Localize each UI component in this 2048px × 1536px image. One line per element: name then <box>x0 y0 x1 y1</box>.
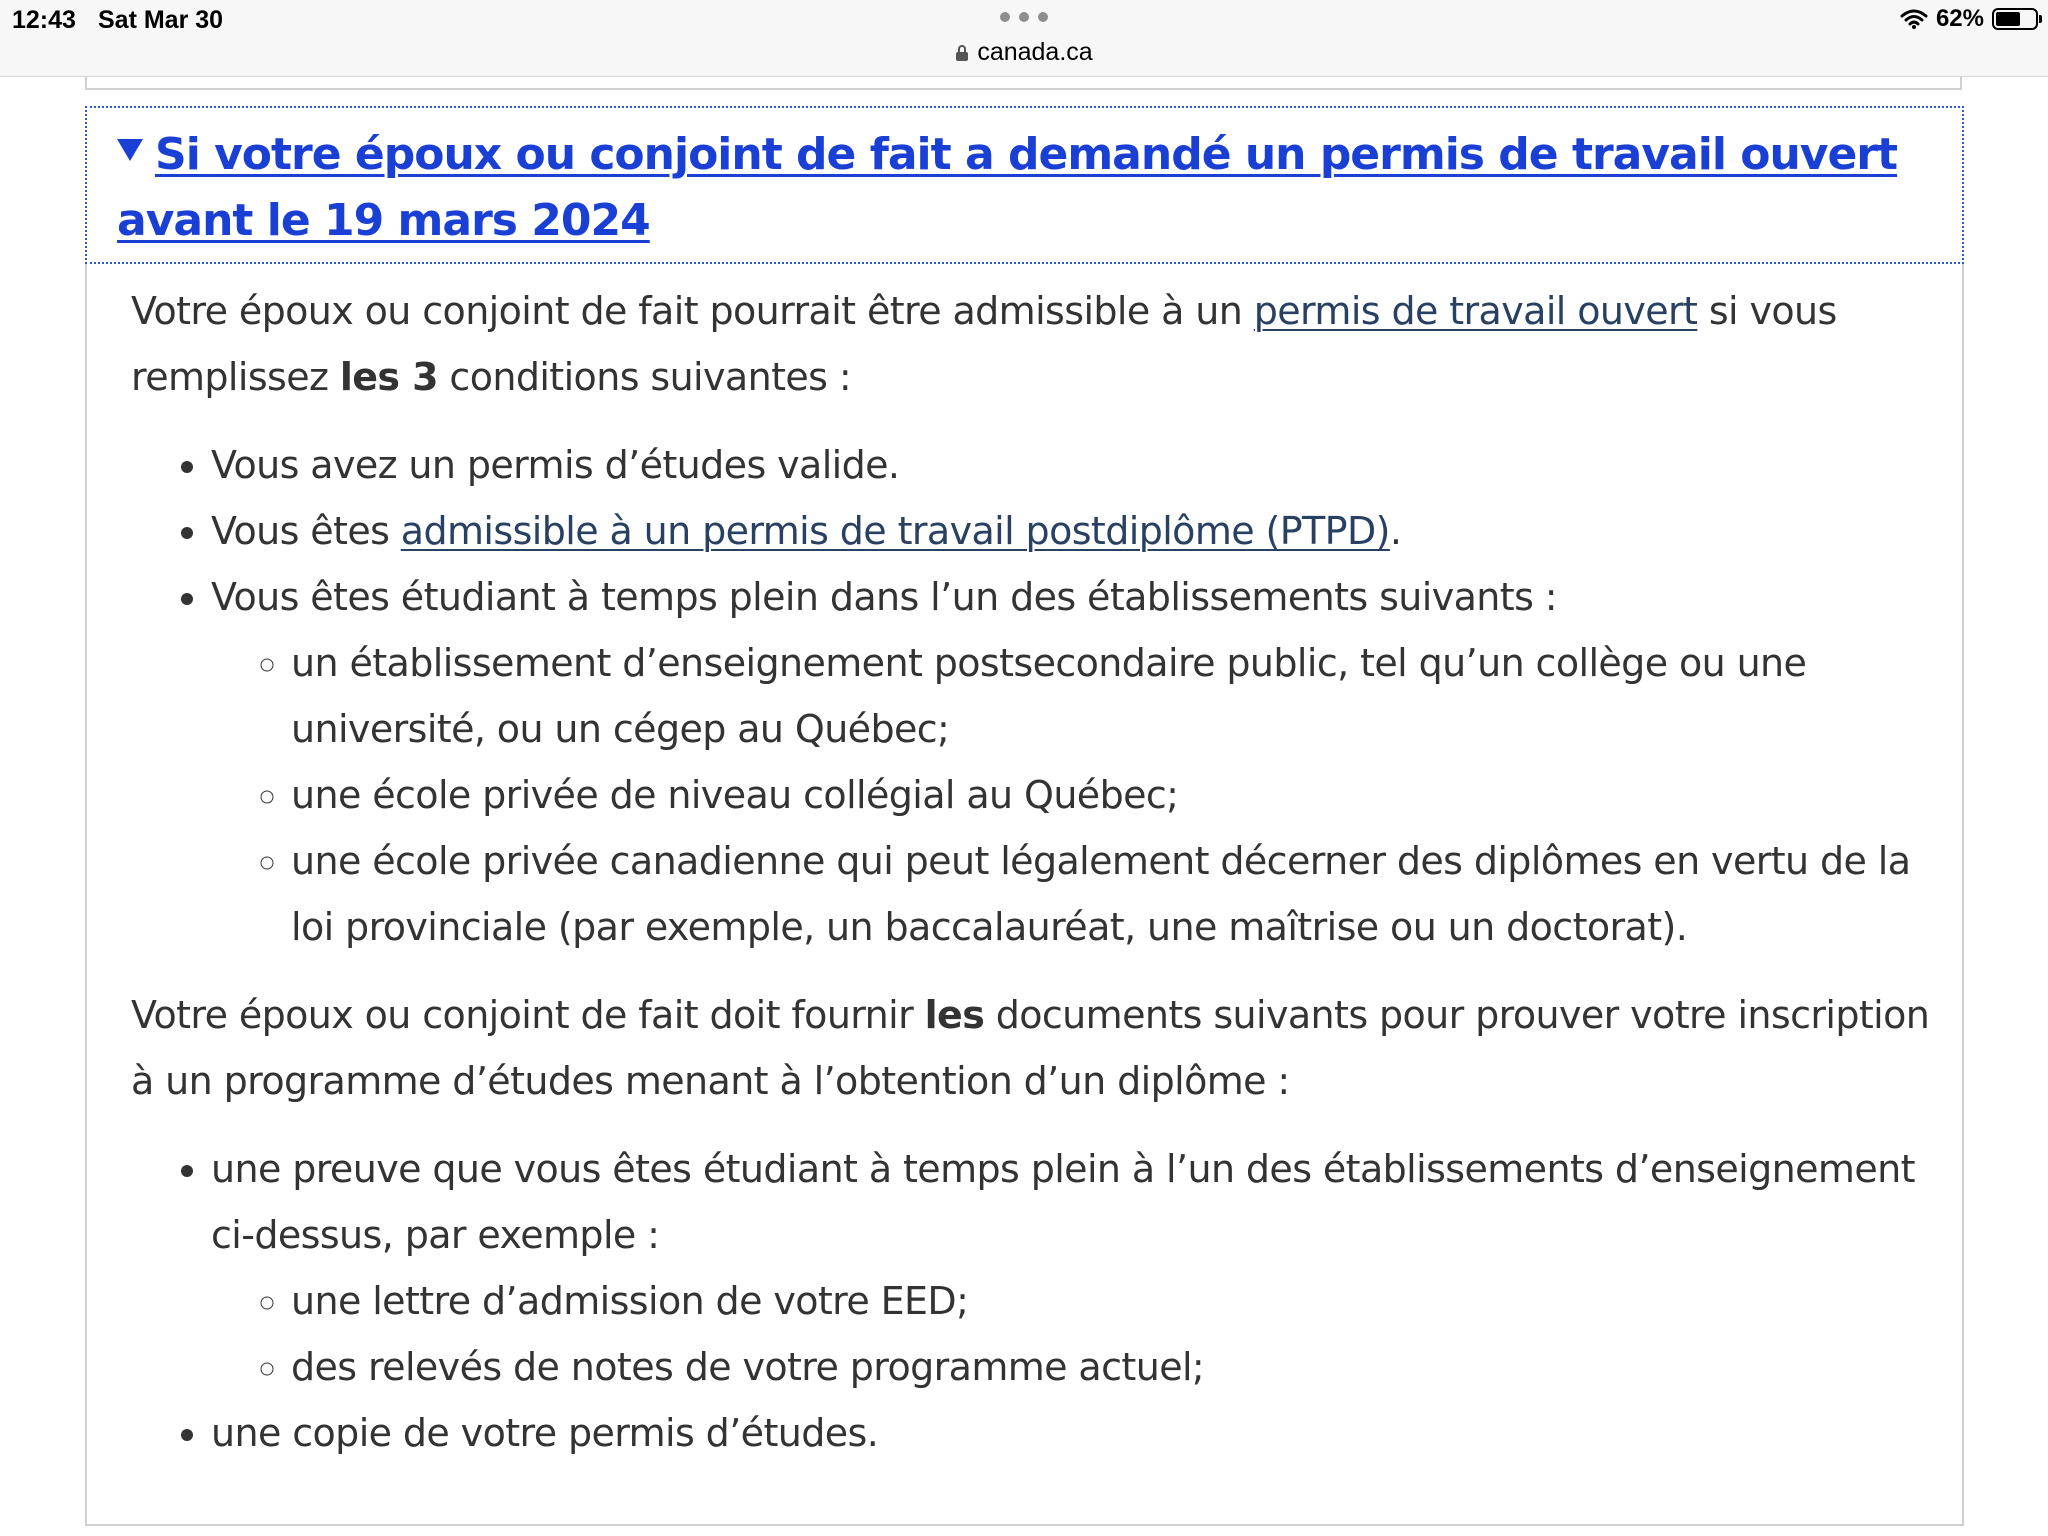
open-work-permit-link[interactable]: permis de travail ouvert <box>1253 289 1698 333</box>
battery-percent: 62% <box>1935 5 1984 32</box>
documents-list <box>131 1136 1941 1466</box>
details-content <box>131 278 1941 1488</box>
address-bar[interactable] <box>0 38 2048 67</box>
summary-heading[interactable] <box>117 122 1936 254</box>
list-item: ◦ une école privée canadienne qui peut légalement décerner des diplômes en vertu de la loi provinciale (par exemple, un baccalauréat, une maîtrise ou un doctorat). <box>291 828 1941 960</box>
url-text: canada.ca <box>977 38 1093 66</box>
documents-paragraph: Votre époux ou conjoint de fait doit fournir les documents suivants pour prouver votre inscription à un programme d’études menant à l’obtention d’un diplôme : <box>131 993 1930 1103</box>
list-item: • une copie de votre permis d’études. <box>211 1400 1941 1466</box>
status-indicators <box>1900 5 2038 33</box>
battery-icon <box>1992 8 2038 30</box>
summary-link[interactable]: Si votre époux ou conjoint de fait a demandé un permis de travail ouvert avant le 19 mars 2024 <box>117 129 1898 246</box>
status-date: Sat Mar 30 <box>98 6 224 34</box>
list-item: ◦ des relevés de notes de votre programme actuel; <box>291 1334 1941 1400</box>
intro-paragraph: Votre époux ou conjoint de fait pourrait être admissible à un permis de travail ouvert si vous remplissez les 3 conditions suivantes : <box>131 289 1837 399</box>
details-panel <box>85 106 1964 1526</box>
multitasking-dots-icon[interactable] <box>1000 10 1048 24</box>
status-bar <box>0 0 2048 77</box>
list-item: • Vous êtes étudiant à temps plein dans l’un des établissements suivants : ◦ un établissement d’enseignement postsecondaire public, tel qu’un collège ou une université, ou un cégep au Québec; ◦ une école privée de niveau collégial au Québec; ◦ une école privée canadienne qui peut légalement décerner des diplômes en vertu de la loi provinciale (par exemple, un baccalauréat, une maîtrise ou un doctorat). <box>211 564 1941 960</box>
institutions-sublist <box>211 630 1941 960</box>
status-time: 12:43 <box>12 6 76 34</box>
list-item: • Vous avez un permis d’études valide. <box>211 432 1941 498</box>
list-item: • une preuve que vous êtes étudiant à temps plein à l’un des établissements d’enseignement ci-dessus, par exemple : ◦ une lettre d’admission de votre EED; ◦ des relevés de notes de votre programme actuel; <box>211 1136 1941 1400</box>
list-item: ◦ une école privée de niveau collégial au Québec; <box>291 762 1941 828</box>
proof-sublist <box>211 1268 1941 1400</box>
list-item: • Vous êtes admissible à un permis de travail postdiplôme (PTPD). <box>211 498 1941 564</box>
conditions-list <box>131 432 1941 960</box>
lock-icon <box>955 44 969 62</box>
battery-level-fill <box>1996 12 2020 26</box>
wifi-icon <box>1900 8 1928 30</box>
list-item: ◦ un établissement d’enseignement postsecondaire public, tel qu’un collège ou une université, ou un cégep au Québec; <box>291 630 1941 762</box>
pgwp-link[interactable]: admissible à un permis de travail postdiplôme (PTPD) <box>400 509 1390 553</box>
list-item: ◦ une lettre d’admission de votre EED; <box>291 1268 1941 1334</box>
previous-panel-edge <box>85 76 1962 90</box>
details-summary[interactable] <box>85 106 1964 264</box>
expanded-triangle-icon[interactable] <box>117 139 143 161</box>
